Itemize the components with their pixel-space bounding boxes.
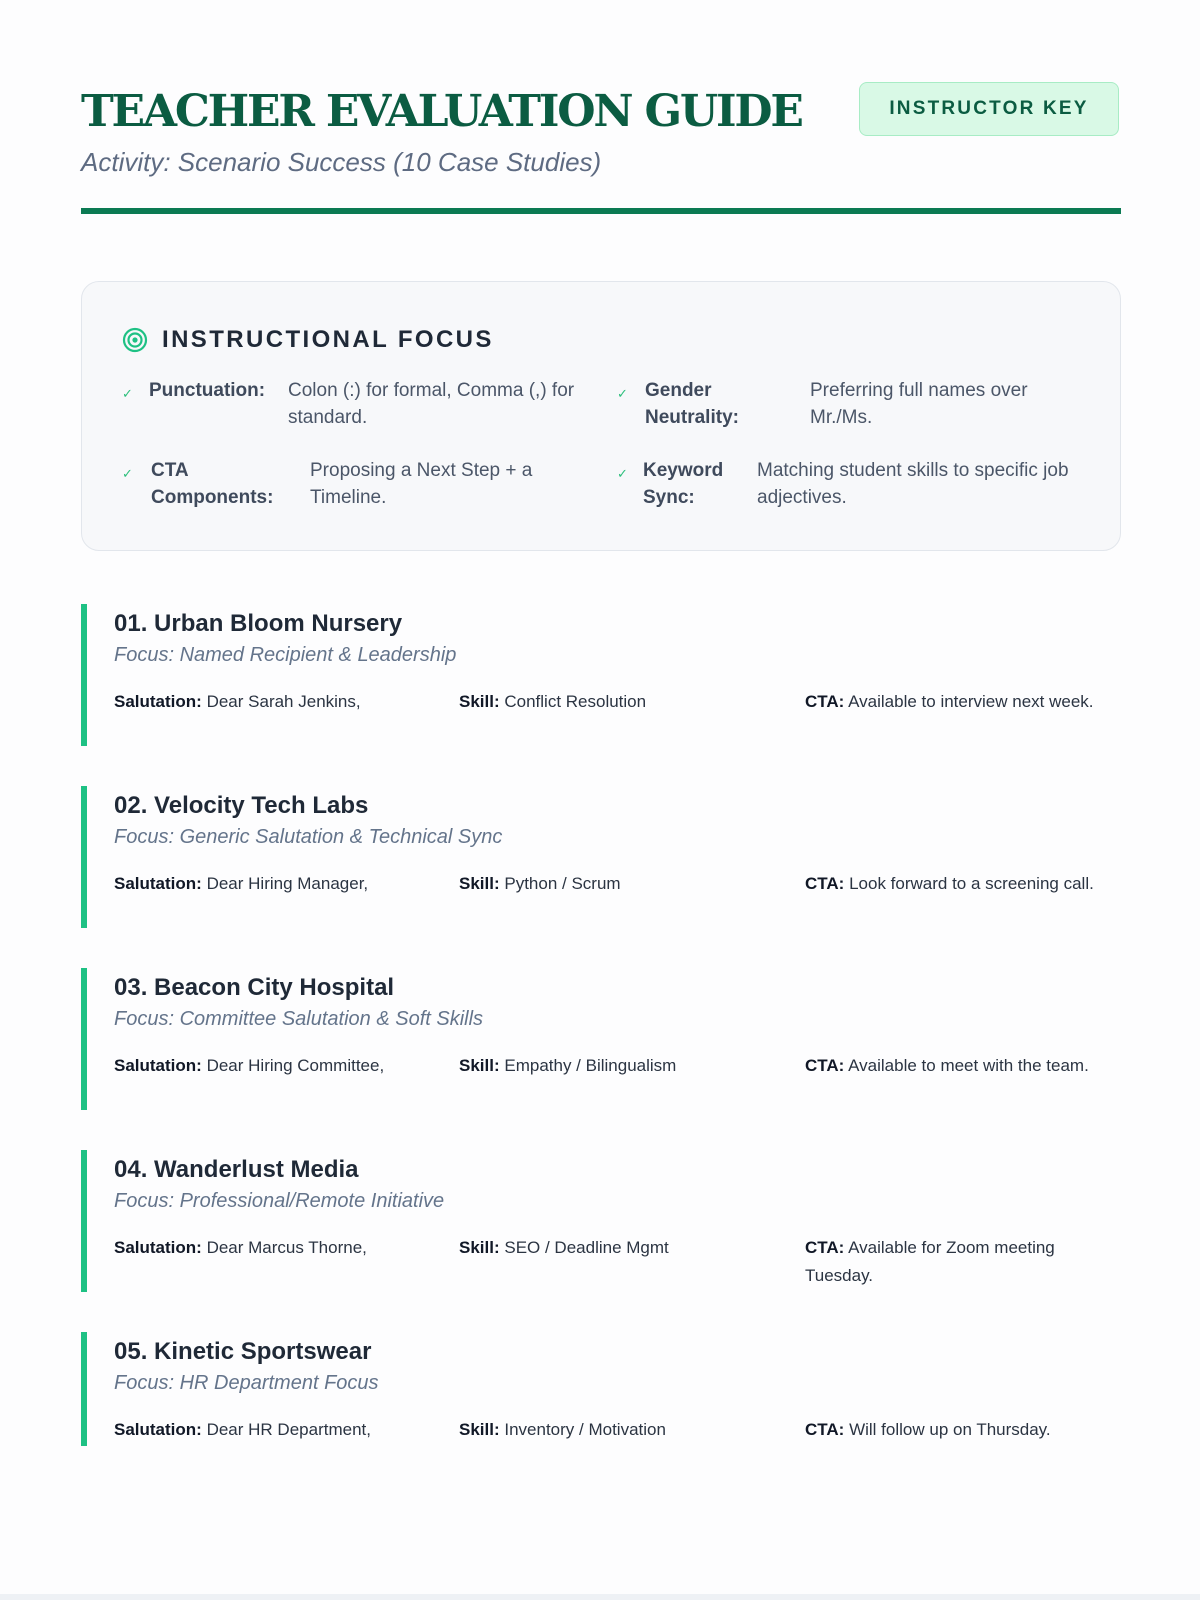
cta-field	[805, 870, 1105, 898]
salutation-label: Salutation:	[114, 874, 202, 893]
skill-value: Inventory / Motivation	[504, 1420, 666, 1439]
salutation-field	[114, 1052, 454, 1080]
case-title: 05. Kinetic Sportswear	[114, 1338, 372, 1365]
case-study-card	[81, 1332, 1121, 1446]
salutation-value: Dear Marcus Thorne,	[206, 1238, 367, 1257]
salutation-label: Salutation:	[114, 692, 202, 711]
focus-item-desc: Preferring full names over Mr./Ms.	[810, 380, 1028, 428]
cta-value: Will follow up on Thursday.	[849, 1420, 1051, 1439]
cta-label: CTA:	[805, 874, 845, 893]
cta-label: CTA:	[805, 1420, 845, 1439]
focus-header	[122, 323, 494, 357]
check-icon: ✓	[617, 466, 628, 481]
salutation-value: Dear Hiring Committee,	[206, 1056, 385, 1075]
focus-item-desc: Colon (:) for formal, Comma (,) for standard.	[288, 380, 575, 428]
focus-item-label: Punctuation:	[149, 380, 266, 401]
case-focus: Focus: HR Department Focus	[114, 1372, 379, 1394]
check-icon: ✓	[122, 466, 133, 481]
cta-value: Look forward to a screening call.	[849, 874, 1094, 893]
skill-field	[459, 870, 779, 898]
salutation-label: Salutation:	[114, 1420, 202, 1439]
focus-item-desc: Matching student skills to specific job adjectives.	[757, 460, 1069, 508]
cta-label: CTA:	[805, 692, 845, 711]
cta-field	[805, 1416, 1105, 1444]
case-title: 03. Beacon City Hospital	[114, 974, 395, 1001]
cta-label: CTA:	[805, 1238, 845, 1257]
page-subtitle: Activity: Scenario Success (10 Case Studies)	[81, 147, 602, 177]
skill-label: Skill:	[459, 1056, 500, 1075]
focus-item-label: Keyword Sync:	[643, 460, 724, 508]
case-focus: Focus: Professional/Remote Initiative	[114, 1190, 445, 1212]
salutation-label: Salutation:	[114, 1238, 202, 1257]
salutation-value: Dear HR Department,	[206, 1420, 371, 1439]
salutation-value: Dear Hiring Manager,	[206, 874, 369, 893]
instructional-focus-panel	[81, 281, 1121, 551]
salutation-field	[114, 870, 454, 898]
salutation-field	[114, 1234, 454, 1262]
cta-field	[805, 1052, 1105, 1080]
salutation-field	[114, 688, 454, 716]
skill-label: Skill:	[459, 1238, 500, 1257]
case-study-card	[81, 968, 1121, 1110]
skill-field	[459, 688, 779, 716]
cta-field	[805, 688, 1105, 716]
cta-value: Available to meet with the team.	[848, 1056, 1089, 1075]
skill-label: Skill:	[459, 1420, 500, 1439]
salutation-value: Dear Sarah Jenkins,	[206, 692, 361, 711]
focus-item-desc: Proposing a Next Step + a Timeline.	[310, 460, 533, 508]
skill-field	[459, 1416, 779, 1444]
skill-value: Conflict Resolution	[504, 692, 647, 711]
focus-item-label: CTA Components:	[151, 460, 274, 508]
skill-value: SEO / Deadline Mgmt	[504, 1238, 669, 1257]
case-focus: Focus: Generic Salutation & Technical Sync	[114, 826, 503, 848]
salutation-label: Salutation:	[114, 1056, 202, 1075]
case-title: 01. Urban Bloom Nursery	[114, 610, 403, 637]
skill-field	[459, 1234, 779, 1262]
case-study-card	[81, 604, 1121, 746]
case-study-card	[81, 786, 1121, 928]
header	[81, 82, 1121, 217]
instructor-key-badge: INSTRUCTOR KEY	[859, 82, 1119, 136]
case-title: 04. Wanderlust Media	[114, 1156, 359, 1183]
check-icon: ✓	[122, 386, 133, 401]
salutation-field	[114, 1416, 454, 1444]
skill-value: Empathy / Bilingualism	[504, 1056, 677, 1075]
skill-value: Python / Scrum	[504, 874, 621, 893]
focus-item-label: Gender Neutrality:	[645, 380, 739, 428]
cta-label: CTA:	[805, 1056, 845, 1075]
header-divider	[81, 208, 1121, 214]
page-title: TEACHER EVALUATION GUIDE	[81, 86, 802, 137]
case-title: 02. Velocity Tech Labs	[114, 792, 369, 819]
target-icon	[122, 327, 148, 353]
skill-label: Skill:	[459, 874, 500, 893]
skill-label: Skill:	[459, 692, 500, 711]
cta-value: Available for Zoom meeting Tuesday.	[805, 1238, 1055, 1285]
cta-field	[805, 1234, 1105, 1290]
case-focus: Focus: Named Recipient & Leadership	[114, 644, 457, 666]
check-icon: ✓	[617, 386, 628, 401]
focus-title: INSTRUCTIONAL FOCUS	[162, 326, 494, 353]
case-study-card	[81, 1150, 1121, 1292]
skill-field	[459, 1052, 779, 1080]
case-focus: Focus: Committee Salutation & Soft Skills	[114, 1008, 484, 1030]
cta-value: Available to interview next week.	[848, 692, 1094, 711]
